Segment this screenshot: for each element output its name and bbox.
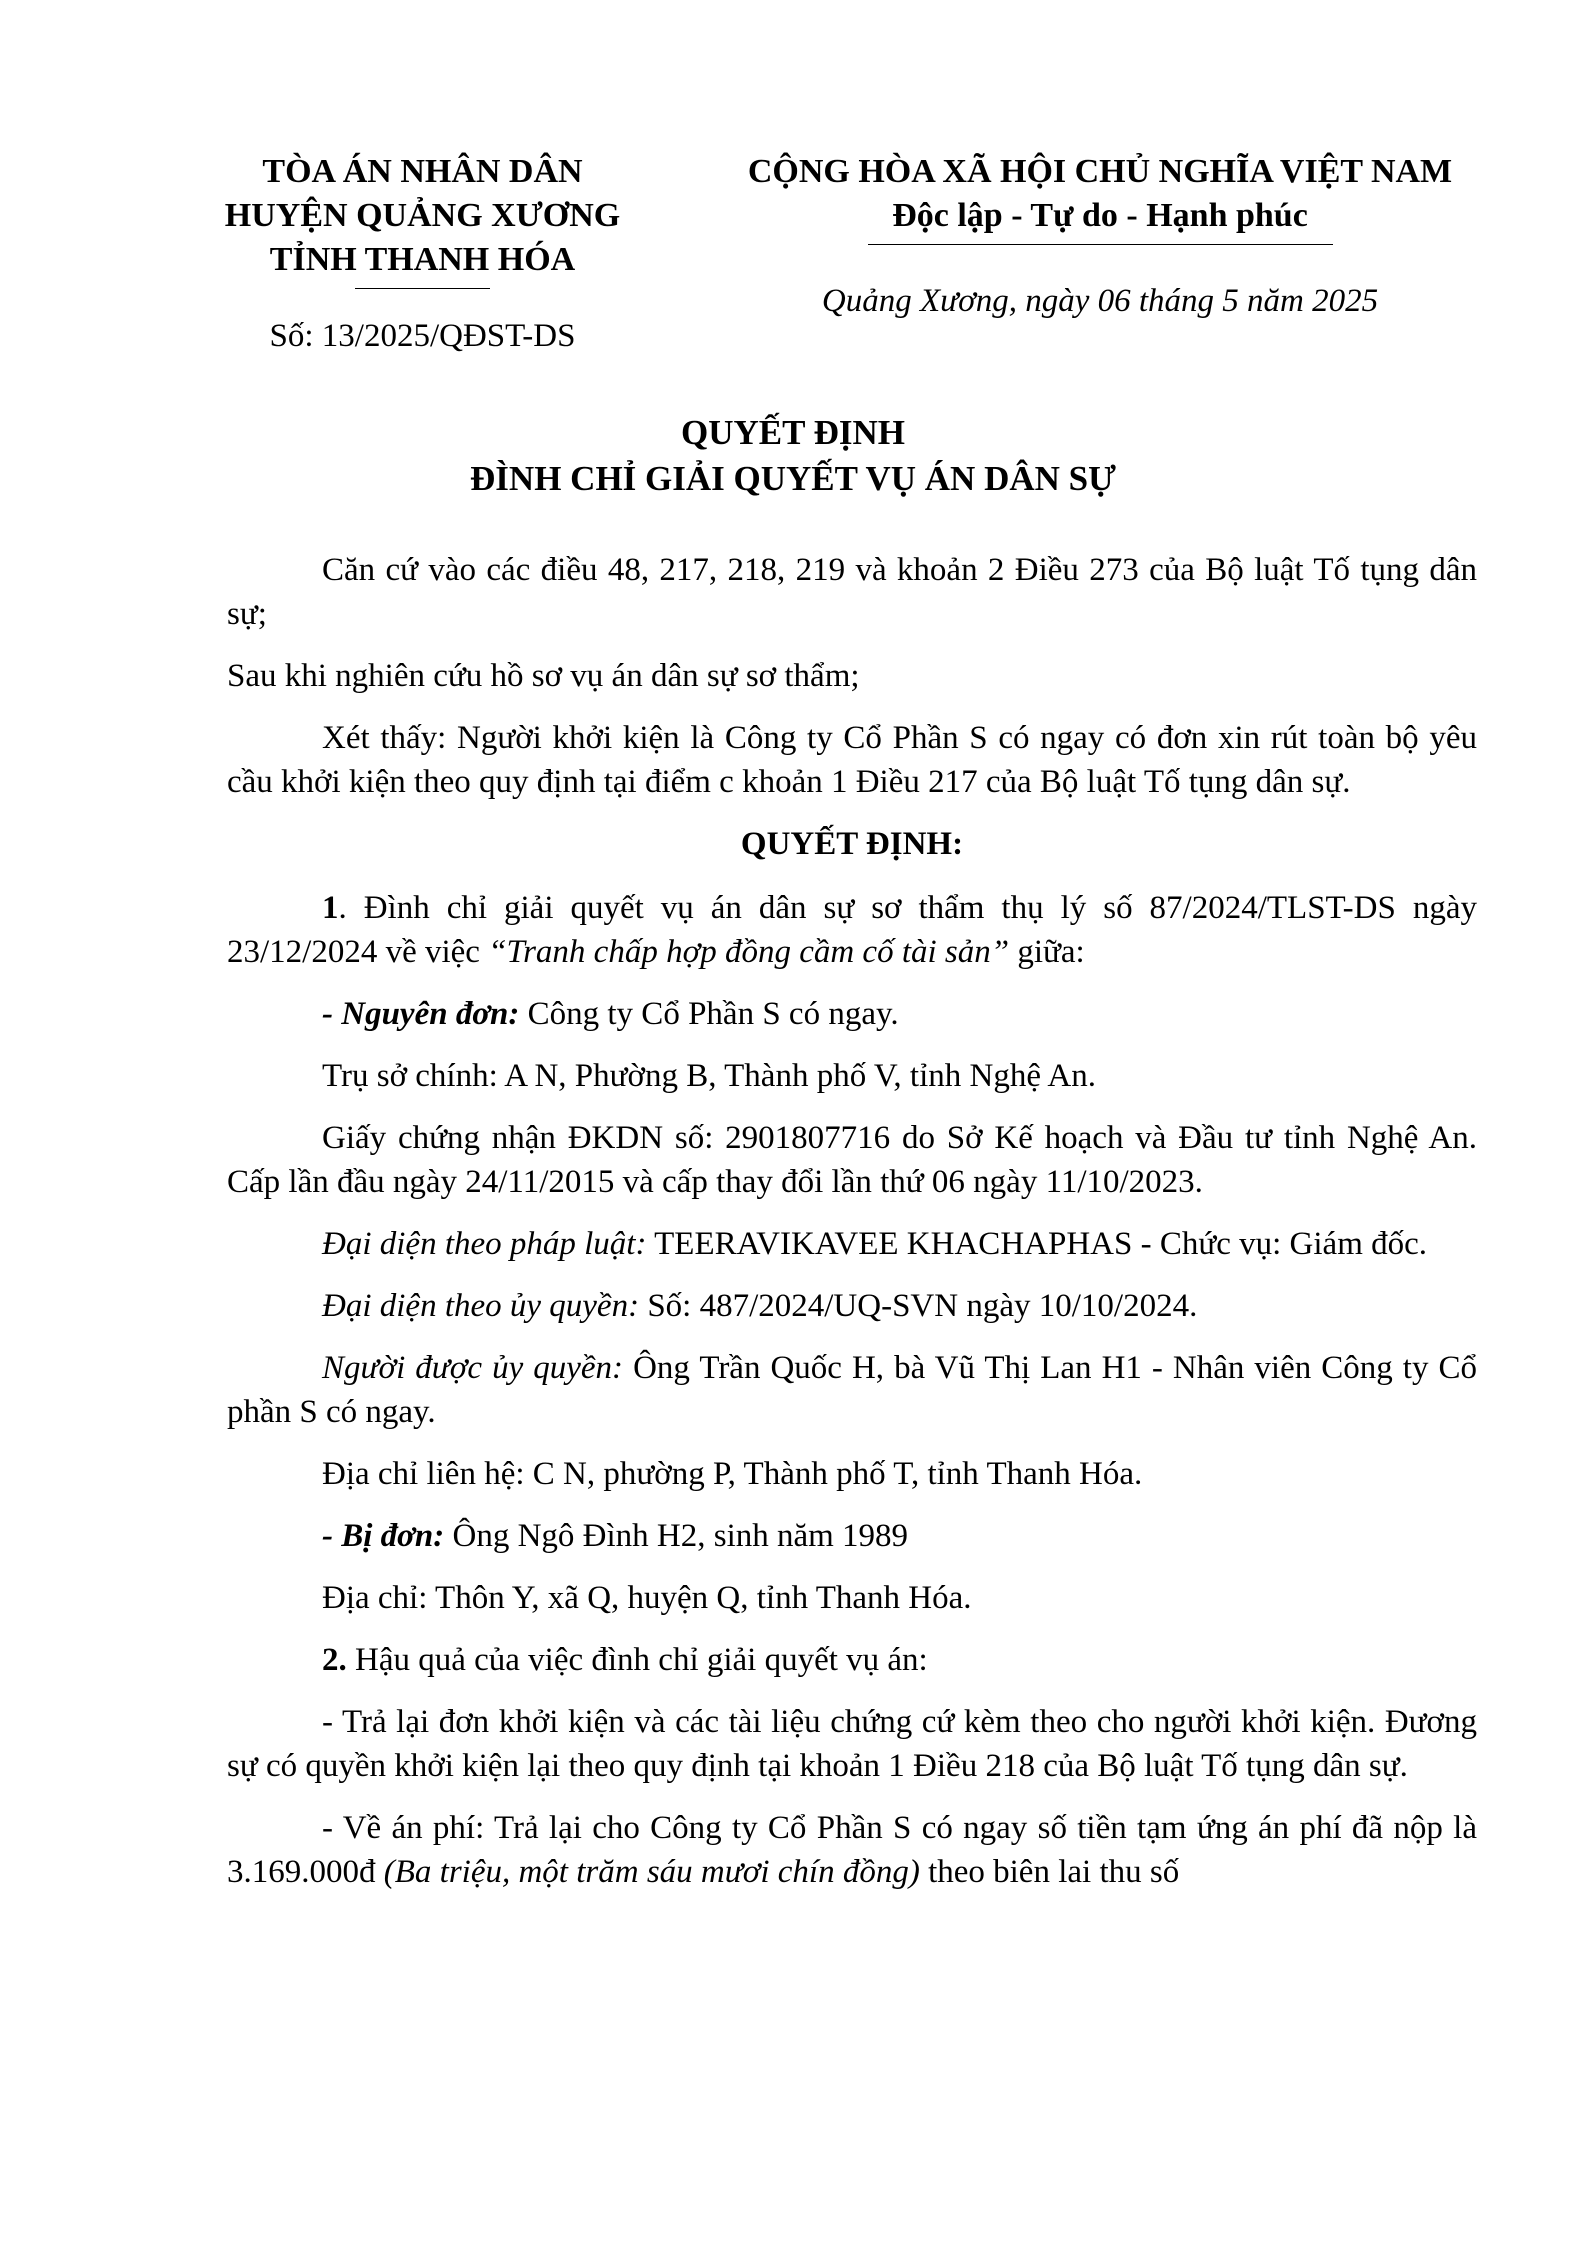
auth-rep-text: Số: 487/2024/UQ-SVN ngày 10/10/2024. [639,1288,1198,1324]
court-divider [355,288,490,289]
item-2-number: 2. [322,1642,347,1678]
review-statement: Sau khi nghiên cứu hồ sơ vụ án dân sự sơ thẩm; [227,658,860,694]
court-name-line1: TÒA ÁN NHÂN DÂN [262,153,583,190]
document-number: Số: 13/2025/QĐST-DS [269,318,576,354]
plaintiff-label: - Nguyên đơn: [322,996,520,1032]
national-motto: Độc lập - Tự do - Hạnh phúc [892,197,1308,234]
authorized-representative-line [227,1284,1477,1328]
authorized-text: Ông Trần Quốc H, bà Vũ Thị Lan H1 - Nhân viên Công ty Cổ phần S có ngay. [227,1350,1477,1430]
authorized-persons-line [227,1346,1477,1434]
national-header [715,150,1485,245]
court-header [190,150,655,289]
item-2-text: Hậu quả của việc đình chỉ giải quyết vụ án: [346,1642,928,1678]
auth-rep-label: Đại diện theo ủy quyền: [322,1288,640,1324]
document-title [0,410,1586,502]
plaintiff-name: Công ty Cổ Phần S có ngay. [519,996,899,1032]
item-1-number: 1 [322,890,339,926]
defendant-line [227,1514,1477,1558]
consequence-return-documents: - Trả lại đơn khởi kiện và các tài liệu chứng cứ kèm theo cho người khởi kiện. Đương sự có quyền khởi kiện lại theo quy định tại khoản 1 Điều 218 của Bộ luật Tố tụng dân sự. [227,1704,1477,1784]
nation-name: CỘNG HÒA XÃ HỘI CHỦ NGHĨA VIỆT NAM [747,153,1453,190]
contact-address-line: Địa chỉ liên hệ: C N, phường P, Thành phố T, tỉnh Thanh Hóa. [322,1456,1143,1492]
authorized-label: Người được ủy quyền: [322,1350,624,1386]
fee-text: - Về án phí: Trả lại cho Công ty Cổ Phần S có ngay số tiền tạm ứng án phí đã nộp là 3.169.000đ [227,1810,1477,1890]
court-name-line3: TỈNH THANH HÓA [269,241,576,278]
title-line2: ĐÌNH CHỈ GIẢI QUYẾT VỤ ÁN DÂN SỰ [470,459,1116,498]
plaintiff-line [227,992,1477,1036]
motto-divider [868,244,1333,245]
business-license-line: Giấy chứng nhận ĐKDN số: 2901807716 do Sở Kế hoạch và Đầu tư tỉnh Nghệ An. Cấp lần đầu ngày 24/11/2015 và cấp thay đổi lần thứ 06 ngày 11/10/2023. [227,1120,1477,1200]
considering-paragraph: Xét thấy: Người khởi kiện là Công ty Cổ Phần S có ngay có đơn xin rút toàn bộ yêu cầu khởi kiện theo quy định tại điểm c khoản 1 Điều 217 của Bộ luật Tố tụng dân sự. [227,720,1477,800]
legal-rep-label: Đại diện theo pháp luật: [322,1226,647,1262]
decision-item-2 [227,1638,1477,1682]
decision-item-1 [227,886,1477,974]
consequence-court-fee [227,1806,1477,1894]
defendant-label: - Bị đơn: [322,1518,445,1554]
legal-representative-line [227,1222,1477,1266]
document-body [227,548,1477,1912]
item-1-tail: giữa: [1009,934,1085,970]
headquarters-line: Trụ sở chính: A N, Phường B, Thành phố V, tỉnh Nghệ An. [322,1058,1097,1094]
case-subject: “Tranh chấp hợp đồng cầm cố tài sản” [488,934,1010,970]
fee-tail: theo biên lai thu số [919,1854,1180,1890]
fee-in-words: (Ba triệu, một trăm sáu mươi chín đồng) [383,1854,920,1890]
legal-rep-text: TEERAVIKAVEE KHACHAPHAS - Chức vụ: Giám đốc. [646,1226,1428,1262]
document-date: Quảng Xương, ngày 06 tháng 5 năm 2025 [821,283,1379,319]
defendant-name: Ông Ngô Đình H2, sinh năm 1989 [444,1518,909,1554]
court-name-line2: HUYỆN QUẢNG XƯƠNG [224,197,621,234]
item-1-text: . Đình chỉ giải quyết vụ án dân sự sơ thẩm thụ lý số 87/2024/TLST-DS ngày 23/12/2024 về việc [227,890,1477,970]
legal-basis: Căn cứ vào các điều 48, 217, 218, 219 và khoản 2 Điều 273 của Bộ luật Tố tụng dân sự; [227,552,1477,632]
defendant-address-line: Địa chỉ: Thôn Y, xã Q, huyện Q, tỉnh Thanh Hóa. [322,1580,972,1616]
decision-heading: QUYẾT ĐỊNH: [740,826,964,862]
title-line1: QUYẾT ĐỊNH [681,413,905,452]
